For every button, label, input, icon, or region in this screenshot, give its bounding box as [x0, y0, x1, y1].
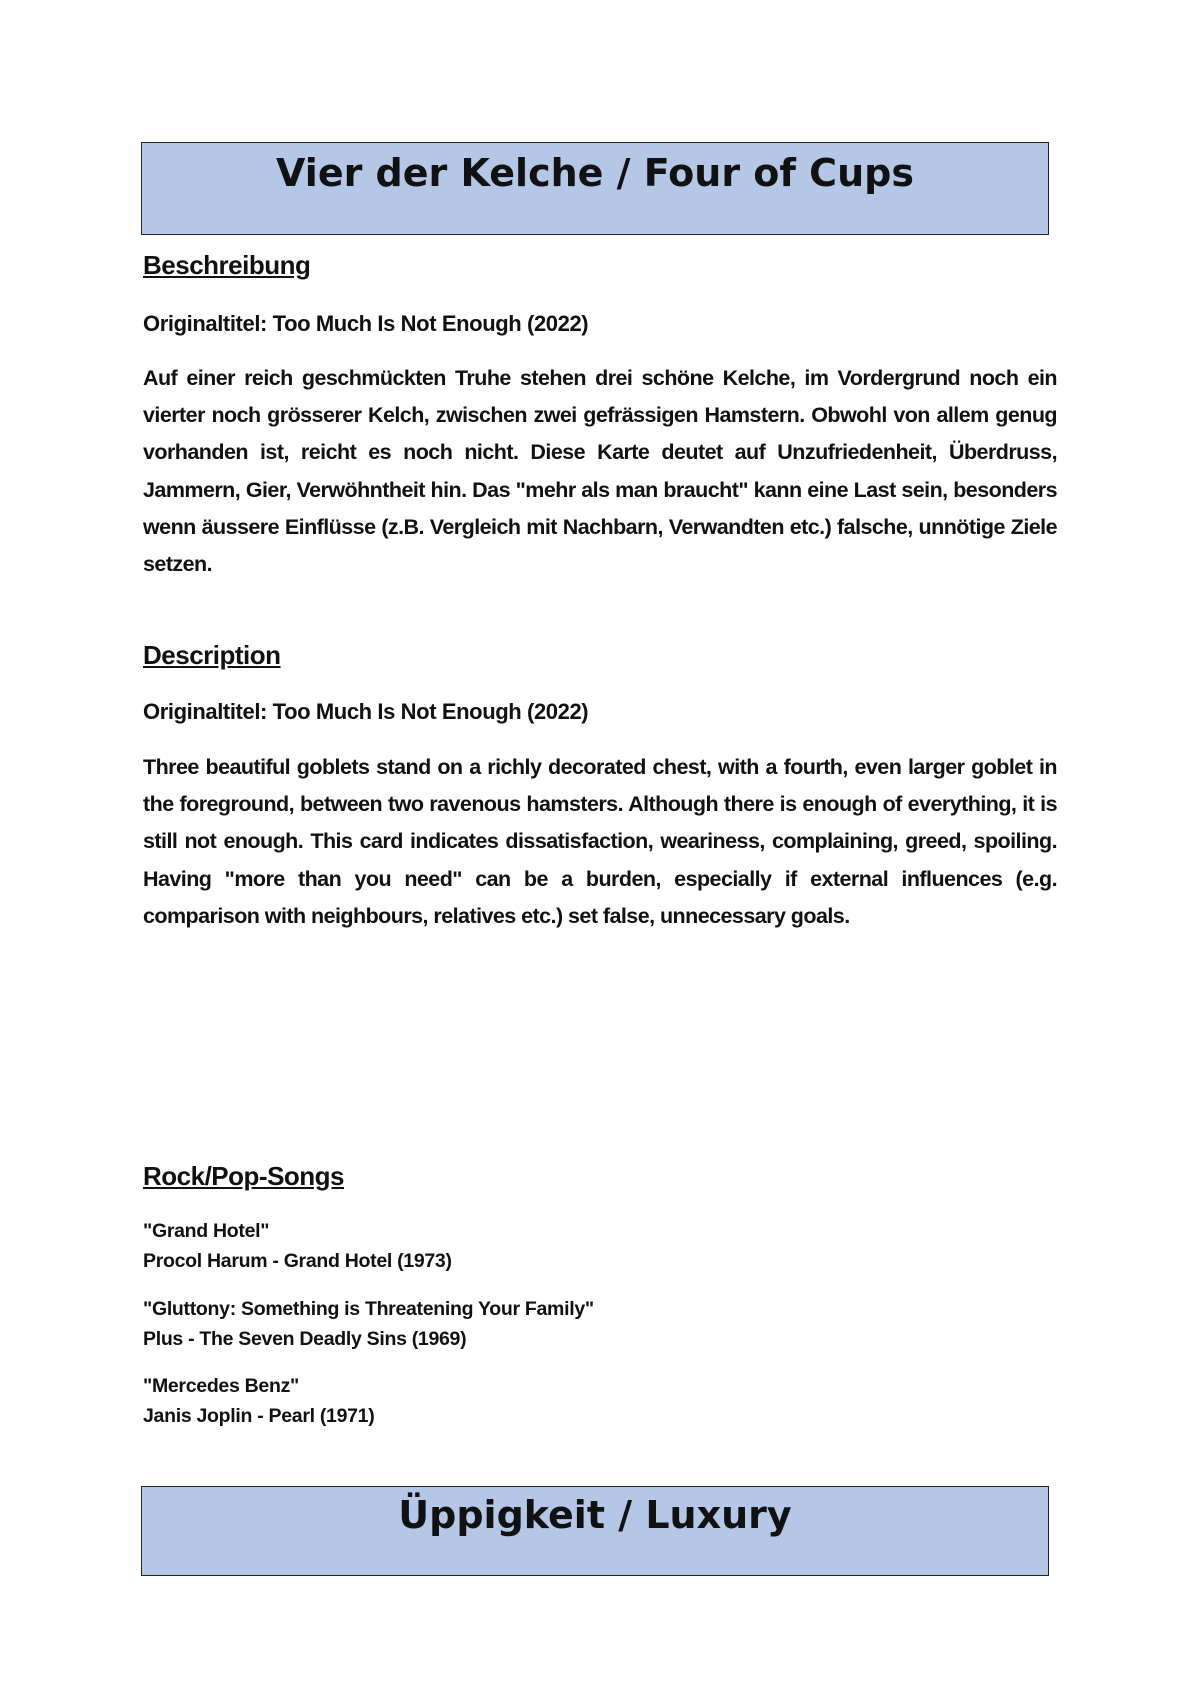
song-title: "Mercedes Benz" [143, 1375, 299, 1397]
song-item [143, 1217, 452, 1276]
songs-heading: Rock/Pop-Songs [143, 1161, 345, 1191]
english-heading: Description [143, 640, 281, 670]
german-heading: Beschreibung [143, 250, 311, 280]
next-card-title: Üppigkeit / Luxury [398, 1493, 792, 1537]
song-source: Janis Joplin - Pearl (1971) [143, 1404, 375, 1427]
song-title: "Gluttony: Something is Threatening Your Family" [143, 1298, 594, 1320]
german-description: Auf einer reich geschmückten Truhe stehen drei schöne Kelche, im Vordergrund noch ein vierter noch grösserer Kelch, zwischen zwei gefrässigen Hamstern. Obwohl von allem genug vorhanden ist, reicht es noch nicht. Diese Karte deutet auf Unzufriedenheit, Überdruss, Jammern, Gier, Verwöhntheit hin. Das "mehr als man braucht" kann eine Last sein, besonders wenn äussere Einflüsse (z.B. Vergleich mit Nachbarn, Verwandten etc.) falsche, unnötige Ziele setzen. [143, 366, 1057, 577]
german-original-title: Originaltitel: Too Much Is Not Enough (2022) [143, 311, 589, 336]
song-item [143, 1295, 594, 1354]
song-source: Plus - The Seven Deadly Sins (1969) [143, 1327, 467, 1350]
english-original-title: Originaltitel: Too Much Is Not Enough (2022) [143, 699, 589, 724]
card-title-box [141, 142, 1049, 235]
song-item [143, 1372, 374, 1431]
english-description: Three beautiful goblets stand on a richly decorated chest, with a fourth, even larger goblet in the foreground, between two ravenous hamsters. Although there is enough of everything, it is still not enough. This card indicates dissatisfaction, weariness, complaining, greed, spoiling. Having "more than you need" can be a burden, especially if external influences (e.g. comparison with neighbours, relatives etc.) set false, unnecessary goals. [143, 755, 1057, 928]
card-title: Vier der Kelche / Four of Cups [276, 151, 914, 195]
song-title: "Grand Hotel" [143, 1220, 270, 1242]
song-source: Procol Harum - Grand Hotel (1973) [143, 1249, 452, 1272]
next-card-title-box [141, 1486, 1049, 1576]
